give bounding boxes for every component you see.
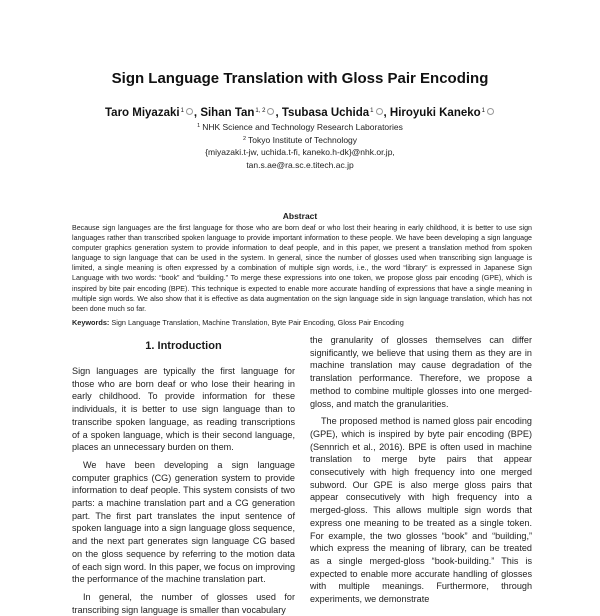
author-list: Taro Miyazaki$^1$ , Sihan Tan$^{1, 2}$ , Tsubasa Uchida$^1$ , Hiroyuki Kaneko$^1$ xyxy=(0,107,600,119)
orcid-icon xyxy=(487,108,494,115)
author-name: Taro Miyazaki xyxy=(105,107,180,119)
author-email: {miyazaki.t-jw, uchida.t-fi, kaneko.h-dk}@nhk.or.jp, xyxy=(205,147,395,157)
author-name: Tsubasa Uchida xyxy=(281,107,370,119)
keywords-label: Keywords: xyxy=(72,318,110,327)
author-affil-mark: 1 xyxy=(370,108,374,114)
paper-title: Sign Language Translation with Gloss Pair Encoding xyxy=(111,70,489,87)
affiliation-text: Tokyo Institute of Technology xyxy=(248,135,358,145)
affiliation-text: NHK Science and Technology Research Laboratories xyxy=(202,122,403,132)
orcid-icon xyxy=(376,108,383,115)
affiliation xyxy=(0,120,600,134)
body-paragraph: the granularity of glosses themselves can differ significantly, we believe that using them as they are in machine translation may cause degradation of the translation performance. Therefore, we propose a method to combine multiple glosses into one merged-gloss, and match the granularities. xyxy=(310,335,532,409)
abstract-text: Because sign languages are the first language for those who are born deaf or who lost their hearing in early childhood, it is better to use sign languages rather than transcribed spoken language to provide important information to these people. We have been developing a sign language computer graphics generation system to provide information to deaf people, and in this paper, we present a translation method from spoken language to sign language that can be used in the system. In general, since the number of glosses used when transcribing sign language is limited, a single meaning is often expressed by a combination of multiple sign words, i.e., the word “library” is expressed in Japanese Sign Language with two words: “book” and “building.” To merge these expressions into one token, we propose gloss pair encoding (GPE), which is inspired by bite pair encoding (BPE). This technique is expected to enable more accurate handling of expressions that have a single meaning in multiple sign words. We also show that it is effective as data augmentation on the sign language side in sign language translation, which has not been done much so far. xyxy=(72,224,532,313)
body-paragraph: We have been developing a sign language computer graphics (CG) generation system to provide information to deaf people. This system consists of two parts: a machine translation part and a CG generation part. The first part translates the input sentence of spoken language into a sign language gloss sequence, and the next part generates sign language CG based on the gloss sequence by referring to the motion data of each sign word. In this paper, we focus on improving the performance of the machine translation part. xyxy=(72,459,295,585)
body-paragraph: In general, the number of glosses used for transcribing sign language is smaller than vocabulary xyxy=(72,591,295,615)
affiliation-mark: 2 xyxy=(242,136,247,142)
author-affil-mark: 1 xyxy=(481,108,485,114)
affiliation xyxy=(0,133,600,147)
right-column xyxy=(310,334,532,606)
author-name: Hiroyuki Kaneko xyxy=(389,107,481,119)
keywords-text: Sign Language Translation, Machine Translation, Byte Pair Encoding, Gloss Pair Encoding xyxy=(111,318,404,327)
keywords-line xyxy=(72,318,532,327)
body-paragraph: Sign languages are typically the first language for those who are born deaf or who lose their hearing in early childhood. To provide information for these individuals, it is better to use sign language than to transcribe spoken language, as reading transcriptions of a spoken language, which is their second language, places an unnecessary burden on them. xyxy=(72,366,295,453)
author-name: Sihan Tan xyxy=(200,107,255,119)
body-paragraph: The proposed method is named gloss pair encoding (GPE), which is inspired by byte pair encoding (BPE) (Sennrich et al., 2016). BPE is often used in machine translation to merge byte pairs that appear consecutively with high frequency into one merged subword. Our GPE is also merge gloss pairs that appear consecutively with high frequency into a merged-gloss. This allows multiple sign words that express one meaning to be treated as a single token. For example, the two glosses “book” and “building,” which express the meaning of library, can be treated as a single merged-gloss “book-building.” This is expected to enable more accurate handling of glosses with multiple meanings. Furthermore, through experiments, we demonstrate xyxy=(310,416,532,605)
author-affil-mark: 1, 2 xyxy=(255,108,266,114)
section-heading: 1. Introduction xyxy=(145,340,222,352)
author-affil-mark: 1 xyxy=(180,108,184,114)
affiliation-mark: 1 xyxy=(197,123,201,129)
left-column xyxy=(72,365,295,616)
author-email: tan.s.ae@ra.sc.e.titech.ac.jp xyxy=(246,160,354,170)
abstract-heading: Abstract xyxy=(282,211,318,221)
orcid-icon xyxy=(186,108,193,115)
orcid-icon xyxy=(267,108,274,115)
